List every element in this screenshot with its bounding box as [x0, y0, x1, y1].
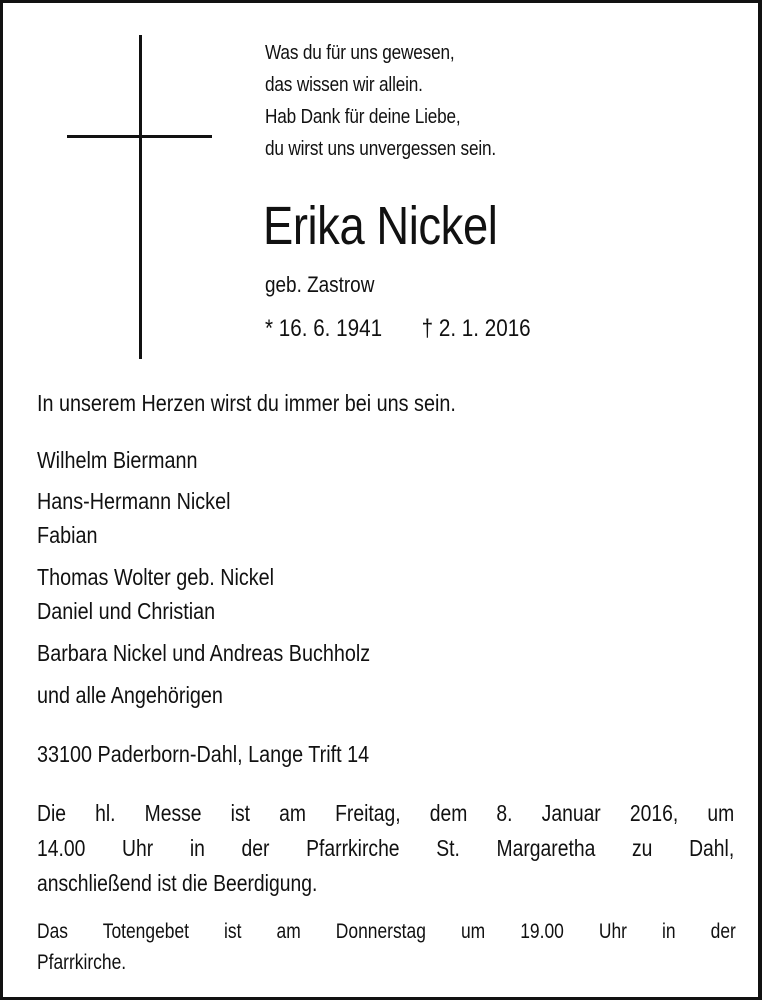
mass-line: anschließend ist die Beerdigung.: [37, 870, 318, 896]
mass-line: Die hl. Messe ist am Freitag, dem 8. Januar 2016, um: [37, 800, 735, 826]
poem-line: das wissen wir allein.: [265, 74, 423, 96]
mourner-line: Hans-Hermann Nickel: [37, 488, 231, 514]
mourner-line: Daniel und Christian: [37, 598, 216, 624]
address: 33100 Paderborn-Dahl, Lange Trift 14: [37, 741, 370, 767]
mass-line: 14.00 Uhr in der Pfarrkirche St. Margaretha zu Dahl,: [37, 835, 735, 861]
poem-line: Hab Dank für deine Liebe,: [265, 106, 461, 128]
mourner-line: Wilhelm Biermann: [37, 447, 198, 473]
cross-icon-horizontal: [67, 135, 212, 138]
life-dates: [265, 312, 531, 346]
mass-announcement: [37, 796, 734, 901]
mourner-line: und alle Angehörigen: [37, 682, 223, 708]
deceased-name: Erika Nickel: [263, 196, 498, 256]
prayer-line: Pfarrkirche.: [37, 951, 127, 974]
cross-icon-vertical: [139, 35, 142, 359]
birth-date: * 16. 6. 1941: [265, 315, 383, 342]
maiden-name: geb. Zastrow: [265, 272, 375, 297]
mourner-line: Thomas Wolter geb. Nickel: [37, 564, 275, 590]
tagline: In unserem Herzen wirst du immer bei uns sein.: [37, 390, 456, 416]
prayer-line: Das Totengebet ist am Donnerstag um 19.00 Uhr in der: [37, 920, 736, 943]
prayer-announcement: [37, 916, 736, 978]
memorial-poem: [265, 37, 496, 165]
mourner-line: Fabian: [37, 522, 98, 548]
poem-line: Was du für uns gewesen,: [265, 42, 455, 64]
death-date: † 2. 1. 2016: [421, 315, 531, 342]
poem-line: du wirst uns unvergessen sein.: [265, 138, 496, 160]
mourner-line: Barbara Nickel und Andreas Buchholz: [37, 640, 371, 666]
